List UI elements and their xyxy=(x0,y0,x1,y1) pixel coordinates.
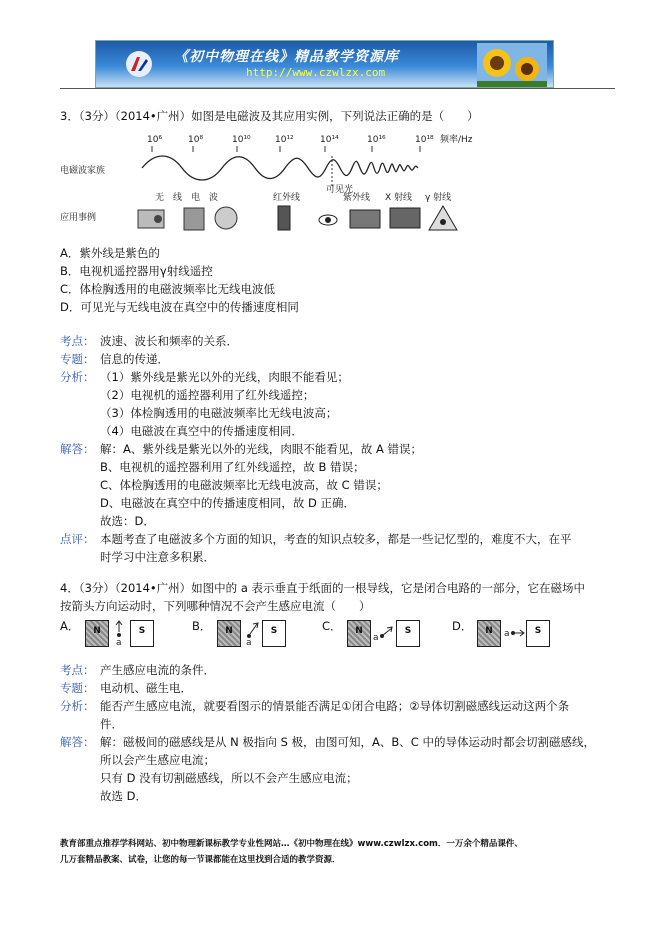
q4-zhuanti-label: 专题： xyxy=(60,681,95,695)
svg-text:a: a xyxy=(373,633,379,643)
wire-right-arrow-icon xyxy=(502,620,526,646)
magnet-n: N xyxy=(347,620,371,647)
wire-diagonal-arrow-icon xyxy=(372,620,394,646)
q3-jieda-1: 解：A、紫外线是紫光以外的光线，肉眼不能看见，故 A 错误； xyxy=(100,442,423,456)
svg-text:a: a xyxy=(246,638,252,646)
freq-1e14: 10¹⁴ xyxy=(320,135,339,145)
q3-kaodian-label: 考点： xyxy=(60,334,95,348)
q3-jieda-5: 故选：D． xyxy=(100,514,155,528)
band-infrared: 红外线 xyxy=(273,193,301,203)
example-dish-icon xyxy=(215,207,237,229)
magnet-n: N xyxy=(217,620,241,647)
q4-zhuanti: 电动机、磁生电． xyxy=(100,681,192,695)
q3-option-a: A．紫外线是紫色的 xyxy=(60,246,160,260)
em-spectrum-figure xyxy=(60,130,510,240)
q3-fenxi-3: （3）体检胸透用的电磁波频率比无线电波高； xyxy=(100,406,338,420)
magnet-n: N xyxy=(477,620,501,647)
q3-fenxi-label: 分析： xyxy=(60,370,95,384)
site-logo-icon xyxy=(124,49,154,79)
q3-jieda-3: C、体检胸透用的电磁波频率比无线电波高，故 C 错误； xyxy=(100,478,388,492)
row-label-family: 电磁波家族 xyxy=(60,166,106,176)
freq-1e8: 10⁸ xyxy=(188,135,204,145)
band-xray: X 射线 xyxy=(385,193,413,203)
q3-zhuanti-label: 专题： xyxy=(60,352,95,366)
q3-stem: 3．（3分）（2014•广州）如图是电磁波及其应用实例，下列说法正确的是（ ） xyxy=(60,109,479,123)
q4-jieda-2: 所以会产生感应电流； xyxy=(100,753,215,767)
q3-jieda-label: 解答： xyxy=(60,442,95,456)
magnet-n: N xyxy=(85,620,109,647)
header-divider xyxy=(60,88,615,89)
q4-choice-c xyxy=(322,618,442,648)
example-uv-lamp-icon xyxy=(350,210,380,228)
q3-jieda-4: D、电磁波在真空中的传播速度相同，故 D 正确． xyxy=(100,496,356,510)
example-radiation-icon xyxy=(429,206,457,230)
q4-kaodian: 产生感应电流的条件． xyxy=(100,663,215,677)
q3-jieda-2: B、电视机的遥控器利用了红外线遥控，故 B 错误； xyxy=(100,460,365,474)
q4-jieda-4: 故选 D． xyxy=(100,789,148,803)
row-label-examples: 应用事例 xyxy=(60,213,97,223)
wire-up-arrow-icon xyxy=(112,620,126,646)
q3-zhuanti: 信息的传递． xyxy=(100,352,169,366)
banner-url: http://www.czwlzx.com xyxy=(246,66,386,79)
band-radio: 无 线 电 波 xyxy=(155,193,219,203)
magnet-s: S xyxy=(130,620,154,647)
freq-unit: 频率/Hz xyxy=(440,135,473,145)
q4-jieda-label: 解答： xyxy=(60,735,95,749)
freq-1e18: 10¹⁸ xyxy=(415,135,434,145)
sunflower-icon xyxy=(477,43,547,87)
magnet-s: S xyxy=(526,620,550,647)
q4-choice-b xyxy=(192,618,312,648)
q3-fenxi-1: （1）紫外线是紫光以外的光线，肉眼不能看见； xyxy=(100,370,349,384)
q4-fenxi-label: 分析： xyxy=(60,699,95,713)
q4-kaodian-label: 考点： xyxy=(60,663,95,677)
q4-fenxi-1: 能否产生感应电流，就要看图示的情景能否满足①闭合电路；②导体切割磁感线运动这两个条 xyxy=(100,699,570,713)
q4-choice-a-label: A． xyxy=(60,619,80,633)
example-tv-icon xyxy=(184,208,204,230)
em-wave xyxy=(142,156,418,180)
freq-ticks xyxy=(152,146,420,152)
freq-1e16: 10¹⁶ xyxy=(367,135,386,145)
svg-text:a: a xyxy=(504,629,510,639)
footer-line-1: 教育部重点推荐学科网站、初中物理新课标教学专业性网站…《初中物理在线》www.czwlzx.com．一万余个精品课件、 xyxy=(60,839,523,849)
example-xray-icon xyxy=(390,208,420,228)
q3-fenxi-4: （4）电磁波在真空中的传播速度相同． xyxy=(100,424,303,438)
q4-choice-c-label: C． xyxy=(322,619,342,633)
q3-dianping-label: 点评： xyxy=(60,532,95,546)
magnet-s: S xyxy=(396,620,420,647)
freq-1e6: 10⁶ xyxy=(147,135,163,145)
q4-stem-1: 4．（3分）（2014•广州）如图中的 a 表示垂直于纸面的一根导线，它是闭合电路的一部分，它在磁场中 xyxy=(60,581,586,595)
q3-option-c: C．体检胸透用的电磁波频率比无线电波低 xyxy=(60,282,276,296)
q3-kaodian: 波速、波长和频率的关系． xyxy=(100,334,238,348)
q3-dianping-2: 时学习中注意多积累． xyxy=(100,550,215,564)
q3-dianping-1: 本题考查了电磁波多个方面的知识，考查的知识点较多，都是一些记忆型的，难度不大，在平 xyxy=(100,532,572,546)
q4-choice-d xyxy=(452,618,572,648)
q4-stem-2: 按箭头方向运动时，下列哪种情况不会产生感应电流（ ） xyxy=(60,599,371,613)
q4-choice-a xyxy=(60,618,180,648)
q4-jieda-1: 解：磁极间的磁感线是从 N 极指向 S 极，由图可知，A、B、C 中的导体运动时都会切割磁感线， xyxy=(100,735,595,749)
q4-choice-b-label: B． xyxy=(192,619,212,633)
band-gamma: γ 射线 xyxy=(425,193,452,203)
band-visible: 可见光 xyxy=(326,185,354,195)
wire-diagonal-arrow-icon xyxy=(244,620,260,646)
q3-fenxi-2: （2）电视机的遥控器利用了红外线遥控； xyxy=(100,388,315,402)
q4-fenxi-2: 件． xyxy=(100,717,123,731)
freq-1e10: 10¹⁰ xyxy=(232,135,251,145)
band-uv: 紫外线 xyxy=(343,193,371,203)
footer-line-2: 几万套精品教案、试卷，让您的每一节课都能在这里找到合适的教学资源． xyxy=(60,855,341,865)
q3-option-d: D．可见光与无线电波在真空中的传播速度相同 xyxy=(60,300,299,314)
magnet-s: S xyxy=(262,620,286,647)
example-radio-icon xyxy=(138,210,164,228)
freq-1e12: 10¹² xyxy=(275,135,294,145)
svg-text:a: a xyxy=(116,638,122,646)
example-remote-icon xyxy=(278,206,290,230)
banner-title: 《初中物理在线》精品教学资源库 xyxy=(174,49,399,65)
header-banner xyxy=(95,40,554,88)
q3-option-b: B．电视机遥控器用γ射线遥控 xyxy=(60,264,213,278)
q4-jieda-3: 只有 D 没有切割磁感线，所以不会产生感应电流； xyxy=(100,771,358,785)
example-eye-icon xyxy=(319,215,337,225)
q4-choice-d-label: D． xyxy=(452,619,473,633)
